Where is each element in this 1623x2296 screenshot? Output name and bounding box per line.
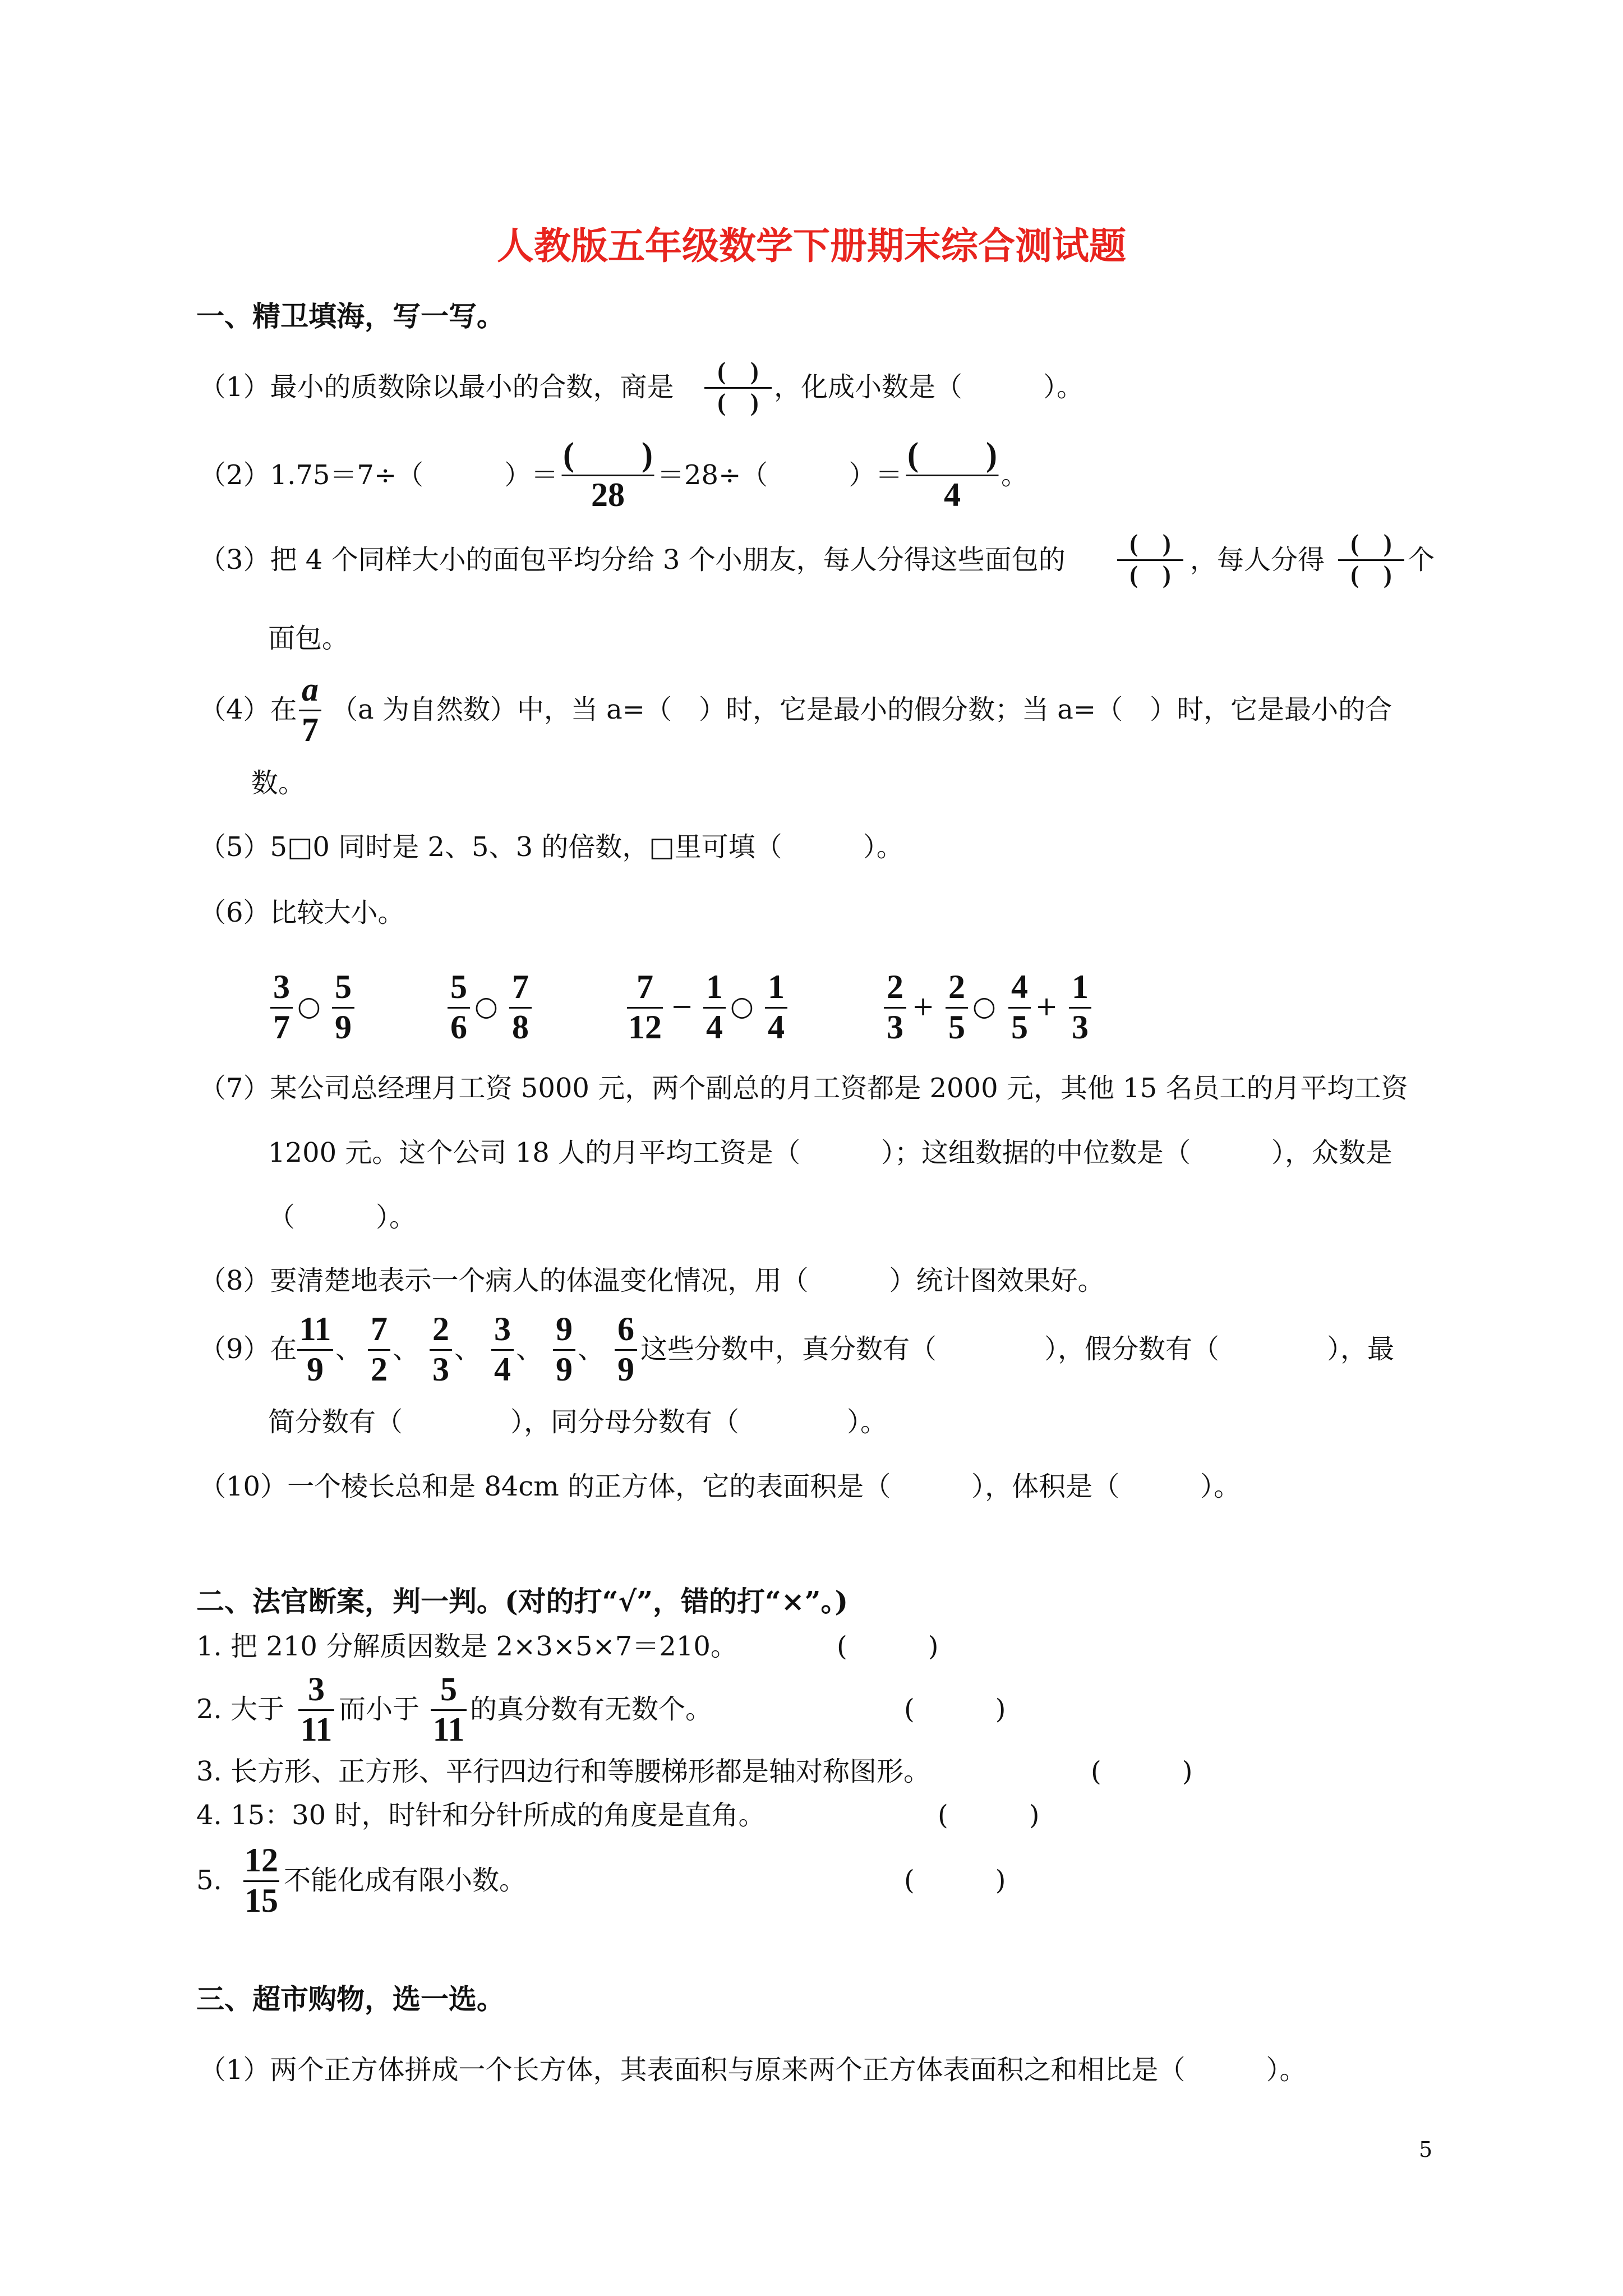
fraction-denominator: 9 bbox=[556, 1351, 573, 1388]
fraction-denominator: 9 bbox=[307, 1351, 324, 1388]
fraction-numerator: 2 bbox=[887, 968, 903, 1005]
question-1-3-text-mid: ，每人分得 bbox=[1190, 544, 1325, 576]
fraction-denominator: ( ) bbox=[1350, 561, 1392, 588]
fraction-denominator: 7 bbox=[273, 1009, 290, 1046]
fraction-denominator: 28 bbox=[591, 476, 625, 513]
question-1-1-text: （1）最小的质数除以最小的合数，商是 bbox=[199, 371, 674, 403]
fraction-denominator: 9 bbox=[617, 1351, 634, 1388]
section-heading-2: 二、法官断案，判一判。(对的打“√”，错的打“×”。) bbox=[196, 1585, 849, 1618]
fraction-numerator: 9 bbox=[556, 1310, 573, 1347]
question-1-5-text: （5）5□0 同时是 2、5、3 的倍数，□里可填（ ）。 bbox=[199, 831, 903, 863]
fraction-numerator: 4 bbox=[1011, 968, 1028, 1005]
question-1-3-text-end: 个 bbox=[1408, 544, 1435, 576]
fraction-numerator: ( ) bbox=[717, 357, 759, 385]
fraction-numerator: 3 bbox=[494, 1310, 511, 1347]
fraction-numerator: 11 bbox=[299, 1310, 331, 1347]
compare-1-circle[interactable]: ○ bbox=[297, 991, 321, 1022]
question-1-4-text-2: （a 为自然数）中，当 a=（ ）时，它是最小的假分数；当 a=（ ）时，它是最小的合 bbox=[331, 694, 1393, 725]
question-1-9-line-2: 简分数有（ ），同分母分数有（ ）。 bbox=[268, 1406, 888, 1438]
fraction-denominator: 5 bbox=[948, 1009, 965, 1046]
judge-2-text-pre: 2. 大于 bbox=[196, 1694, 285, 1725]
question-1-2-text: （2）1.75＝7÷（ ）＝ bbox=[199, 459, 559, 491]
q9-separator: 、 bbox=[516, 1333, 543, 1365]
judge-2-text-mid: 而小于 bbox=[339, 1694, 420, 1725]
page-title: 人教版五年级数学下册期末综合测试题 bbox=[497, 224, 1126, 268]
fraction-numerator: 2 bbox=[948, 968, 965, 1005]
fraction-denominator: ( ) bbox=[1129, 561, 1171, 588]
judge-4-text: 4. 15：30 时，时针和分针所成的角度是直角。 bbox=[196, 1800, 766, 1831]
judge-5-answer-blank[interactable]: ( ) bbox=[904, 1865, 1006, 1896]
fraction-numerator: 1 bbox=[768, 968, 785, 1005]
compare-2-circle[interactable]: ○ bbox=[474, 991, 498, 1022]
fraction-denominator: 11 bbox=[300, 1711, 333, 1748]
fraction-numerator: 3 bbox=[308, 1671, 325, 1708]
fraction-denominator: 4 bbox=[706, 1009, 723, 1046]
fraction-numerator: a bbox=[302, 671, 319, 708]
question-1-3-text: （3）把 4 个同样大小的面包平均分给 3 个小朋友，每人分得这些面包的 bbox=[199, 544, 1066, 576]
fraction-numerator: 6 bbox=[617, 1310, 634, 1347]
fraction-denominator: 3 bbox=[432, 1351, 449, 1388]
question-1-7-line-3: （ ）。 bbox=[268, 1202, 417, 1233]
judge-2-answer-blank[interactable]: ( ) bbox=[904, 1694, 1006, 1725]
fraction-denominator: 7 bbox=[302, 711, 319, 748]
question-1-2-text-mid: ＝28÷（ ）＝ bbox=[657, 459, 903, 491]
judge-3-answer-blank[interactable]: ( ) bbox=[1091, 1756, 1193, 1787]
fraction-numerator: 5 bbox=[335, 968, 352, 1005]
fraction-numerator: ( ) bbox=[563, 436, 653, 473]
fraction-numerator: ( ) bbox=[1350, 530, 1392, 557]
fraction-numerator: 12 bbox=[245, 1842, 278, 1879]
fraction-denominator: 15 bbox=[245, 1882, 278, 1919]
fraction-numerator: 7 bbox=[512, 968, 529, 1005]
q9-separator: 、 bbox=[454, 1333, 482, 1365]
compare-4-plus-2: + bbox=[1035, 991, 1058, 1022]
fraction-denominator: ( ) bbox=[717, 389, 759, 416]
compare-4-plus: + bbox=[912, 991, 935, 1022]
fraction-denominator: 4 bbox=[944, 476, 961, 513]
fraction-numerator: 7 bbox=[637, 968, 653, 1005]
section-heading-3: 三、超市购物，选一选。 bbox=[196, 1982, 505, 2016]
fraction-numerator: ( ) bbox=[1129, 530, 1171, 557]
page-number: 5 bbox=[1419, 2137, 1433, 2162]
fraction-numerator: 7 bbox=[371, 1310, 388, 1347]
q9-separator: 、 bbox=[393, 1333, 420, 1365]
q9-separator: 、 bbox=[335, 1333, 363, 1365]
judge-4-answer-blank[interactable]: ( ) bbox=[938, 1800, 1040, 1831]
question-1-10-text: （10）一个棱长总和是 84cm 的正方体，它的表面积是（ ），体积是（ ）。 bbox=[199, 1471, 1241, 1502]
fraction-denominator: 4 bbox=[494, 1351, 511, 1388]
compare-3-minus: − bbox=[671, 991, 694, 1022]
fraction-denominator: 2 bbox=[371, 1351, 388, 1388]
compare-4-circle[interactable]: ○ bbox=[972, 991, 996, 1022]
question-1-2-text-end: 。 bbox=[1001, 459, 1029, 491]
fraction-denominator: 8 bbox=[512, 1009, 529, 1046]
fraction-numerator: 5 bbox=[440, 1671, 457, 1708]
fraction-numerator: 1 bbox=[706, 968, 723, 1005]
judge-5-text-post: 不能化成有限小数。 bbox=[284, 1865, 527, 1896]
compare-3-circle[interactable]: ○ bbox=[730, 991, 754, 1022]
question-1-9-prefix: （9）在 bbox=[199, 1333, 297, 1365]
fraction-denominator: 11 bbox=[432, 1711, 465, 1748]
fraction-numerator: 3 bbox=[273, 968, 290, 1005]
judge-1-text: 1. 把 210 分解质因数是 2×3×5×7＝210。 bbox=[196, 1631, 737, 1662]
question-1-7-line-2: 1200 元。这个公司 18 人的月平均工资是（ ）；这组数据的中位数是（ ），众数是 bbox=[268, 1137, 1393, 1168]
fraction-denominator: 3 bbox=[887, 1009, 903, 1046]
question-1-6-text: （6）比较大小。 bbox=[199, 897, 405, 928]
fraction-denominator: 4 bbox=[768, 1009, 785, 1046]
fraction-numerator: 2 bbox=[432, 1310, 449, 1347]
question-1-8-text: （8）要清楚地表示一个病人的体温变化情况，用（ ）统计图效果好。 bbox=[199, 1265, 1105, 1296]
question-1-9-text-2: 这些分数中，真分数有（ ），假分数有（ ），最 bbox=[640, 1333, 1395, 1365]
question-1-7-line-1: （7）某公司总经理月工资 5000 元，两个副总的月工资都是 2000 元，其他 15 名员工的月平均工资 bbox=[199, 1073, 1408, 1104]
fraction-numerator: ( ) bbox=[907, 436, 997, 473]
judge-3-text: 3. 长方形、正方形、平行四边行和等腰梯形都是轴对称图形。 bbox=[196, 1756, 931, 1787]
question-1-3-line-2: 面包。 bbox=[268, 623, 349, 654]
judge-2-text-post: 的真分数有无数个。 bbox=[470, 1694, 713, 1725]
fraction-denominator: 9 bbox=[335, 1009, 352, 1046]
fraction-denominator: 5 bbox=[1011, 1009, 1028, 1046]
fraction-numerator: 5 bbox=[450, 968, 467, 1005]
fraction-numerator: 1 bbox=[1072, 968, 1089, 1005]
q9-separator: 、 bbox=[578, 1333, 605, 1365]
question-1-4-line-2: 数。 bbox=[251, 767, 306, 799]
judge-5-text-pre: 5. bbox=[196, 1865, 222, 1896]
question-1-1-text-2: ，化成小数是（ ）。 bbox=[774, 371, 1084, 403]
fraction-denominator: 6 bbox=[450, 1009, 467, 1046]
choice-1-text: （1）两个正方体拼成一个长方体，其表面积与原来两个正方体表面积之和相比是（ ）。 bbox=[199, 2054, 1307, 2086]
question-1-4-text: （4）在 bbox=[199, 694, 297, 725]
judge-1-answer-blank[interactable]: ( ) bbox=[837, 1631, 939, 1662]
section-heading-1: 一、精卫填海，写一写。 bbox=[196, 300, 505, 333]
fraction-denominator: 3 bbox=[1072, 1009, 1089, 1046]
fraction-denominator: 12 bbox=[628, 1009, 662, 1046]
